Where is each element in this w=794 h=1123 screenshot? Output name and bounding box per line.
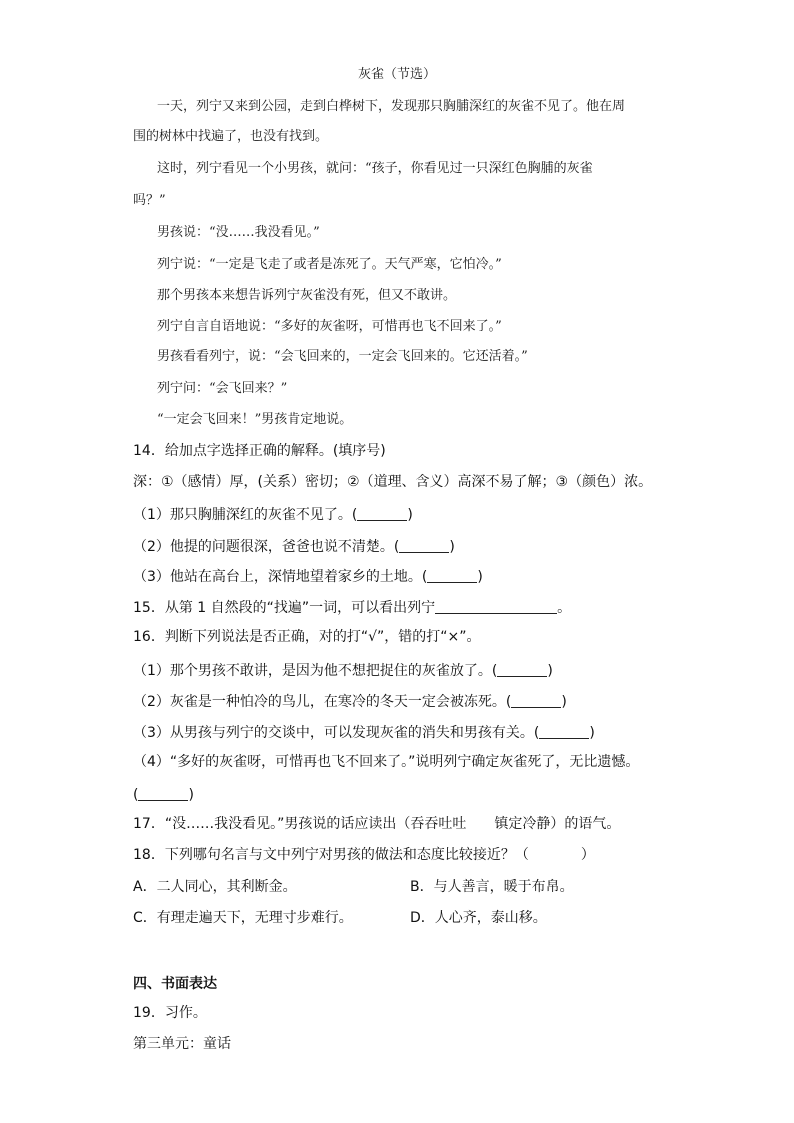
answer-blank: ) xyxy=(449,539,455,555)
answer-blank: ( xyxy=(393,539,400,555)
question-14-item-3 xyxy=(133,568,483,584)
question-16-item-4-answer: ( ) xyxy=(133,787,194,803)
question-14-item-2 xyxy=(133,538,455,554)
item-text: （2）灰雀是一种怕冷的鸟儿，在寒冷的冬天一定会被冻死。 xyxy=(133,694,506,710)
question-text: 15．从第 1 自然段的“找遍”一词，可以看出列宁 xyxy=(133,600,436,616)
answer-blank-line[interactable] xyxy=(399,538,449,553)
passage-line: 那个男孩本来想告诉列宁灰雀没有死，但又不敢讲。 xyxy=(157,288,457,303)
answer-blank-line[interactable] xyxy=(138,786,188,801)
passage-title: 灰雀（节选） xyxy=(358,67,437,82)
answer-blank-line[interactable] xyxy=(427,568,477,583)
passage-line: 男孩说：“没……我没看见。” xyxy=(157,225,320,240)
answer-blank: ) xyxy=(407,507,413,523)
question-16-item-3: （3）从男孩与列宁的交谈中，可以发现灰雀的消失和男孩有关。( ) xyxy=(133,725,595,741)
answer-blank: ( xyxy=(351,507,358,523)
question-text: 17．“没……我没看见。”男孩说的话应读出（ xyxy=(133,816,411,832)
question-16-item-1: （1）那个男孩不敢讲，是因为他不想把捉住的灰雀放了。( ) xyxy=(133,663,553,679)
answer-blank-line[interactable] xyxy=(497,662,547,677)
passage-line: 这时，列宁看见一个小男孩，就问：“孩子，你看见过一只深红色胸脯的灰雀 xyxy=(157,161,593,176)
question-19: 19．习作。 xyxy=(133,1005,207,1021)
answer-blank: ( xyxy=(421,569,428,585)
question-18-option-b[interactable]: B．与人善言，暖于布帛。 xyxy=(410,879,574,895)
item-text: （1）那只胸脯深红的灰雀不见了。 xyxy=(133,507,352,523)
question-18-option-d[interactable]: D．人心齐，泰山移。 xyxy=(410,910,547,926)
question-17 xyxy=(133,817,620,831)
item-text: （3）从男孩与列宁的交谈中，可以发现灰雀的消失和男孩有关。 xyxy=(133,725,534,741)
passage-line: 吗？” xyxy=(133,193,166,208)
answer-blank-line[interactable] xyxy=(357,506,407,521)
answer-blank-line[interactable] xyxy=(435,599,557,614)
passage-line: 列宁自言自语地说：“多好的灰雀呀，可惜再也飞不回来了。” xyxy=(157,319,502,334)
item-text: （1）那个男孩不敢讲，是因为他不想把捉住的灰雀放了。 xyxy=(133,663,492,679)
question-end: 。 xyxy=(557,600,572,616)
passage-line: 围的树林中找遍了，也没有找到。 xyxy=(133,129,329,144)
question-14-definitions: 深：①（感情）厚，(关系）密切；②（道理、含义）高深不易了解；③（颜色）浓。 xyxy=(133,474,653,490)
question-end: ）的语气。 xyxy=(550,816,621,832)
section-heading: 四、书面表达 xyxy=(133,976,217,992)
passage-line: 一天，列宁又来到公园，走到白桦树下，发现那只胸脯深红的灰雀不见了。他在周 xyxy=(157,99,626,114)
question-18-stem: 18．下列哪句名言与文中列宁对男孩的做法和态度比较接近？（ ） xyxy=(133,847,595,863)
question-16-item-2: （2）灰雀是一种怕冷的鸟儿，在寒冷的冬天一定会被冻死。( ) xyxy=(133,694,567,710)
choice-a[interactable]: 吞吞吐吐 xyxy=(410,816,467,832)
choice-b[interactable]: 镇定冷静 xyxy=(494,816,551,832)
question-18-option-c[interactable]: C．有理走遍天下，无理寸步难行。 xyxy=(133,910,353,926)
passage-line: 列宁说：“一定是飞走了或者是冻死了。天气严寒，它怕冷。” xyxy=(157,257,502,272)
question-16-item-4: （4）“多好的灰雀呀，可惜再也飞不回来了。”说明列宁确定灰雀死了，无比遗憾。 xyxy=(133,754,640,770)
passage-line: 列宁问：“会飞回来？” xyxy=(157,381,288,396)
item-text: （2）他提的问题很深，爸爸也说不清楚。 xyxy=(133,539,394,555)
answer-blank-line[interactable] xyxy=(539,724,589,739)
passage-line: “一定会飞回来！”男孩肯定地说。 xyxy=(157,412,353,427)
passage-line: 男孩看看列宁，说：“会飞回来的，一定会飞回来的。它还活着。” xyxy=(157,349,528,364)
answer-blank: ) xyxy=(477,569,483,585)
question-16-stem: 16．判断下列说法是否正确，对的打“√”，错的打“×”。 xyxy=(133,629,481,645)
item-text: （3）他站在高台上，深情地望着家乡的土地。 xyxy=(133,569,422,585)
question-14-stem: 14．给加点字选择正确的解释。(填序号) xyxy=(133,443,386,459)
question-14-item-1 xyxy=(133,506,413,522)
question-18-option-a[interactable]: A．二人同心，其利断金。 xyxy=(133,879,297,895)
unit-label: 第三单元：童话 xyxy=(133,1036,231,1052)
question-15 xyxy=(133,599,571,615)
answer-blank-line[interactable] xyxy=(511,693,561,708)
